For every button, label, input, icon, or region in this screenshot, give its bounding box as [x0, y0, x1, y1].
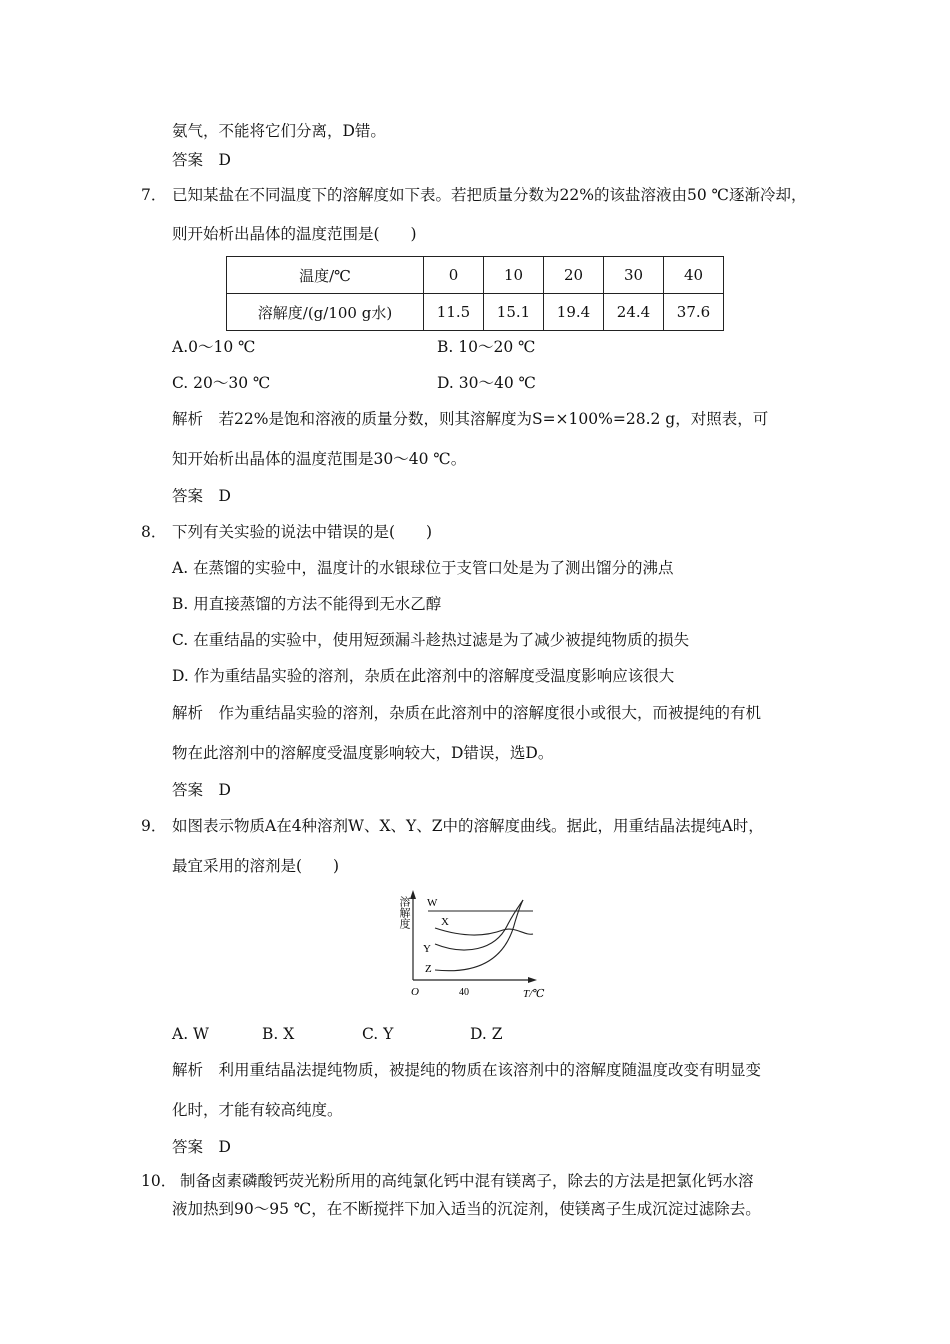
continued-analysis-line: 氨气，不能将它们分离，D错。 — [172, 122, 386, 140]
table-cell: 24.4 — [604, 294, 664, 331]
y-axis-label: 溶解度 — [398, 896, 410, 929]
question-stem: 液加热到90～95 ℃，在不断搅拌下加入适当的沉淀剂，使镁离子生成沉淀过滤除去。 — [172, 1200, 761, 1218]
x-axis-label: T/℃ — [523, 988, 545, 1000]
solubility-curve-figure — [395, 884, 555, 1006]
curve-label-x: X — [441, 916, 449, 928]
table-cell: 11.5 — [424, 294, 484, 331]
option-d: D. Z — [470, 1025, 503, 1043]
table-cell: 19.4 — [544, 294, 604, 331]
analysis-line: 知开始析出晶体的温度范围是30～40 ℃。 — [172, 450, 467, 468]
table-cell: 40 — [664, 257, 724, 294]
origin-label: O — [411, 986, 419, 998]
option-d: D. 30～40 ℃ — [437, 374, 536, 392]
option-b: B. 10～20 ℃ — [437, 338, 536, 356]
analysis-line: 化时，才能有较高纯度。 — [172, 1101, 343, 1119]
question-stem: 最宜采用的溶剂是( ) — [172, 857, 340, 875]
answer-line: 答案 D — [172, 781, 231, 799]
table-cell: 30 — [604, 257, 664, 294]
option-c: C. Y — [362, 1025, 394, 1043]
table-cell: 20 — [544, 257, 604, 294]
table-row — [227, 294, 724, 331]
answer-line: 答案 D — [172, 1138, 231, 1156]
option-a: A. 在蒸馏的实验中，温度计的水银球位于支管口处是为了测出馏分的沸点 — [172, 559, 674, 577]
question-number: 8． — [141, 523, 167, 541]
option-c: C. 在重结晶的实验中，使用短颈漏斗趁热过滤是为了减少被提纯物质的损失 — [172, 631, 690, 649]
question-number: 9． — [141, 817, 167, 835]
row-header: 溶解度/(g/100 g水) — [227, 294, 424, 331]
table-row — [227, 257, 724, 294]
question-stem: 下列有关实验的说法中错误的是( ) — [172, 523, 433, 541]
question-number: 7． — [141, 186, 167, 204]
curve-label-w: W — [427, 897, 438, 909]
curve-label-z: Z — [425, 963, 432, 975]
row-header: 温度/℃ — [227, 257, 424, 294]
solubility-table — [226, 256, 724, 331]
y-axis-arrow — [410, 890, 416, 899]
answer-line: 答案 D — [172, 151, 231, 169]
question-stem: 则开始析出晶体的温度范围是( ) — [172, 225, 417, 243]
table-cell: 0 — [424, 257, 484, 294]
curve-x — [435, 928, 533, 935]
table-cell: 10 — [484, 257, 544, 294]
option-b: B. X — [262, 1025, 295, 1043]
question-stem: 如图表示物质A在4种溶剂W、X、Y、Z中的溶解度曲线。据此，用重结晶法提纯A时， — [172, 817, 764, 835]
option-b: B. 用直接蒸馏的方法不能得到无水乙醇 — [172, 595, 442, 613]
question-stem: 制备卤素磷酸钙荧光粉所用的高纯氯化钙中混有镁离子，除去的方法是把氯化钙水溶 — [180, 1172, 754, 1190]
analysis-line: 解析 利用重结晶法提纯物质，被提纯的物质在该溶剂中的溶解度随温度改变有明显变 — [172, 1061, 762, 1079]
table-cell: 15.1 — [484, 294, 544, 331]
x-axis-arrow — [528, 977, 537, 983]
x-tick-label: 40 — [459, 987, 469, 998]
analysis-line: 物在此溶剂中的溶解度受温度影响较大，D错误，选D。 — [172, 744, 554, 762]
analysis-line: 解析 作为重结晶实验的溶剂，杂质在此溶剂中的溶解度很小或很大，而被提纯的有机 — [172, 704, 762, 722]
question-stem: 已知某盐在不同温度下的溶解度如下表。若把质量分数为22%的该盐溶液由50 ℃逐渐冷却， — [172, 186, 807, 204]
table-cell: 37.6 — [664, 294, 724, 331]
option-a: A.0～10 ℃ — [172, 338, 256, 356]
answer-line: 答案 D — [172, 487, 231, 505]
option-d: D. 作为重结晶实验的溶剂，杂质在此溶剂中的溶解度受温度影响应该很大 — [172, 667, 675, 685]
question-number: 10． — [141, 1172, 177, 1190]
analysis-line: 解析 若22%是饱和溶液的质量分数，则其溶解度为S=×100%=28.2 g，对照表，可 — [172, 410, 769, 428]
curve-label-y: Y — [423, 943, 431, 955]
option-a: A. W — [172, 1025, 209, 1043]
option-c: C. 20～30 ℃ — [172, 374, 271, 392]
